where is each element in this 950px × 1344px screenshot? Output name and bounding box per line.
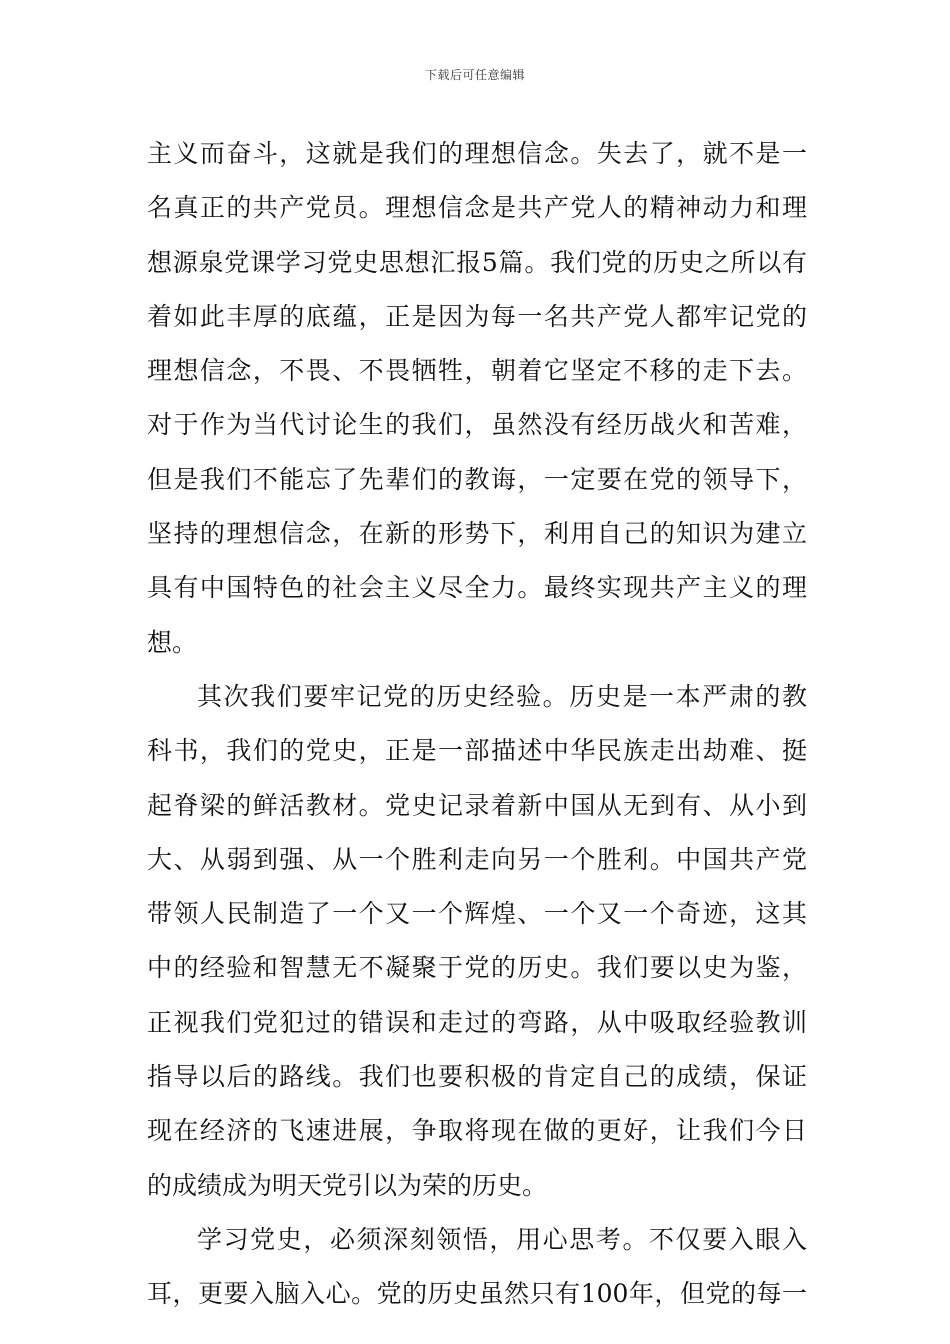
document-body xyxy=(147,127,807,1322)
text-line: 但是我们不能忘了先辈们的教诲，一定要在党的领导下， xyxy=(147,464,807,494)
text-line: 大、从弱到强、从一个胜利走向另一个胜利。中国共产党 xyxy=(147,844,807,874)
text-line: 坚持的理想信念，在新的形势下，利用自己的知识为建立 xyxy=(147,519,807,549)
text-line: 中的经验和智慧无不凝聚于党的历史。我们要以史为鉴， xyxy=(147,953,807,983)
text-line: 其次我们要牢记党的历史经验。历史是一本严肃的教 xyxy=(197,681,807,711)
text-line: 主义而奋斗，这就是我们的理想信念。失去了，就不是一 xyxy=(147,139,807,168)
text-line: 现在经济的飞速进展，争取将现在做的更好，让我们今日 xyxy=(147,1116,807,1146)
page-header-note: 下载后可任意编辑 xyxy=(424,68,525,82)
text-line: 想源泉党课学习党史思想汇报5篇。我们党的历史之所以有 xyxy=(147,247,807,277)
text-line: 科书，我们的党史，正是一部描述中华民族走出劫难、挺 xyxy=(147,736,807,766)
text-line: 正视我们党犯过的错误和走过的弯路，从中吸取经验教训 xyxy=(147,1007,807,1037)
text-line: 学习党史，必须深刻领悟，用心思考。不仅要入眼入 xyxy=(197,1224,807,1254)
text-line: 着如此丰厚的底蕴，正是因为每一名共产党人都牢记党的 xyxy=(147,301,807,331)
text-line: 名真正的共产党员。理想信念是共产党人的精神动力和理 xyxy=(147,193,807,223)
text-line: 耳，更要入脑入心。党的历史虽然只有100年，但党的每一 xyxy=(147,1279,807,1309)
text-line: 指导以后的路线。我们也要积极的肯定自己的成绩，保证 xyxy=(147,1062,807,1092)
text-line: 理想信念，不畏、不畏牺牲，朝着它坚定不移的走下去。 xyxy=(147,356,807,386)
text-line: 的成绩成为明天党引以为荣的历史。 xyxy=(147,1170,548,1200)
text-line: 具有中国特色的社会主义尽全力。最终实现共产主义的理 xyxy=(147,573,807,603)
text-line: 对于作为当代讨论生的我们，虽然没有经历战火和苦难， xyxy=(147,410,807,440)
text-line: 带领人民制造了一个又一个辉煌、一个又一个奇迹，这其 xyxy=(147,899,807,929)
text-line: 起脊梁的鲜活教材。党史记录着新中国从无到有、从小到 xyxy=(147,790,807,820)
text-line: 想。 xyxy=(147,627,198,657)
